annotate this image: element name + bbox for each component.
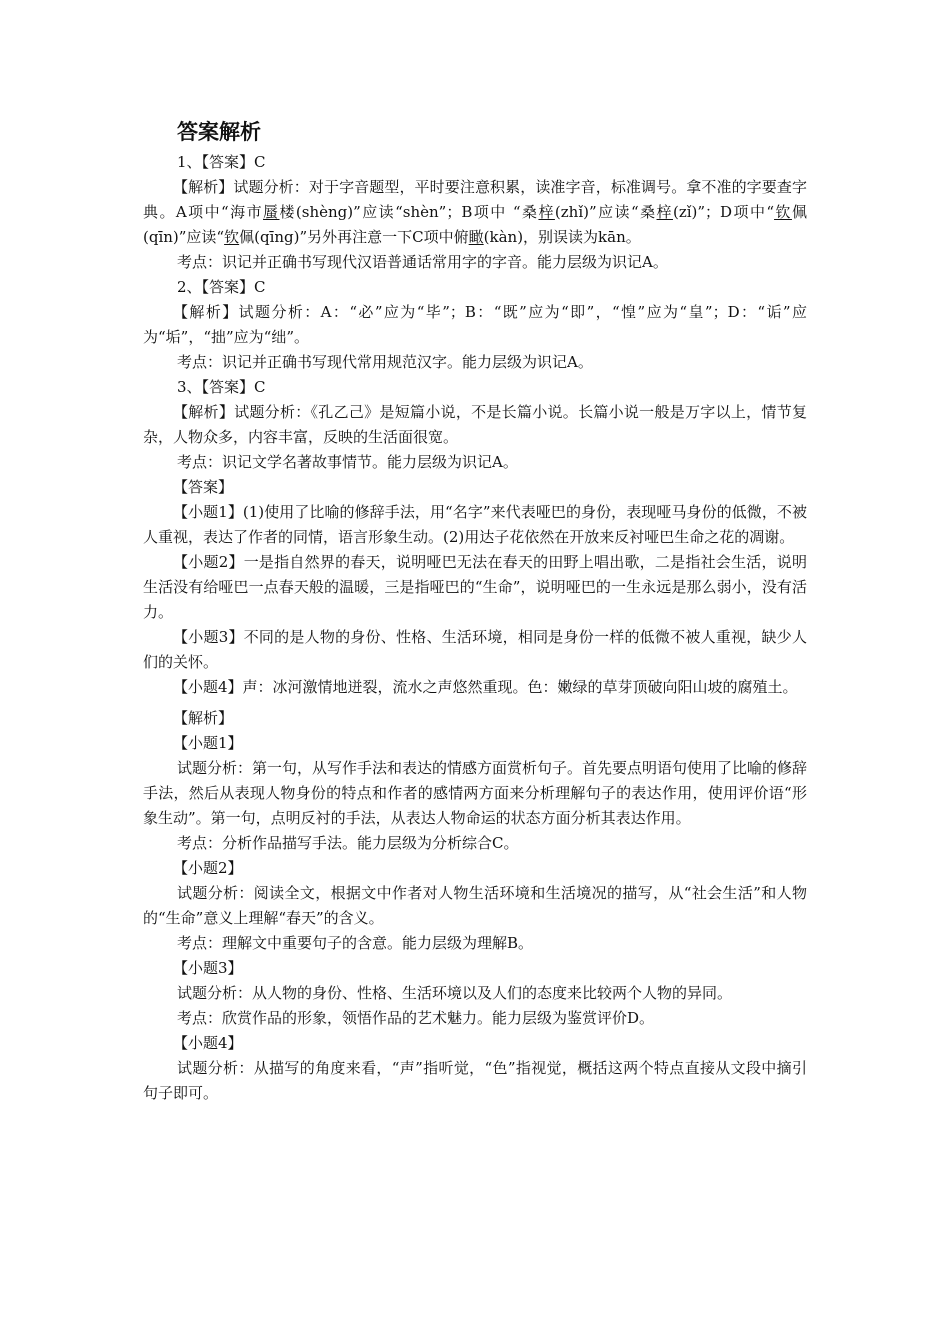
answer-subquestion-4: 【小题4】声：冰河激情地迸裂，流水之声悠然重现。色：嫩绿的草芽顶破向阳山坡的腐殖土。: [173, 678, 798, 696]
q1-kaodian: 考点：识记并正确书写现代汉语普通话常用字的字音。能力层级为识记A。: [177, 253, 668, 271]
underlined-char: 梓: [538, 203, 555, 221]
underlined-char: 钦: [774, 203, 792, 221]
analysis-subquestion-1: 试题分析：第一句，从写作手法和表达的情感方面赏析句子。首先要点明语句使用了比喻的修辞手法，然后从表现人物身份的特点和作者的感情两方面来分析理解句子的表达作用，使用评价语“形象生动”。第一句，点明反衬的手法，从表达人物命运的状态方面分析其表达作用。: [143, 759, 808, 827]
answer-subquestion-2: 【小题2】一是指自然界的春天，说明哑巴无法在春天的田野上唱出歌，二是指社会生活，说明生活没有给哑巴一点春天般的温暖，三是指哑巴的“生命”，说明哑巴的一生永远是那么弱小，没有活力。: [143, 553, 807, 621]
analysis-heading: 【解析】: [173, 709, 234, 727]
answer-subquestion-3: 【小题3】不同的是人物的身份、性格、生活环境，相同是身份一样的低微不被人重视，缺少人们的关怀。: [143, 628, 807, 671]
q1-analysis-label: 【解析】: [173, 178, 234, 196]
analysis-subquestion-1-heading: 【小题1】: [173, 734, 243, 752]
analysis-subquestion-2-heading: 【小题2】: [173, 859, 243, 877]
q3-kaodian: 考点：识记文学名著故事情节。能力层级为识记A。: [177, 453, 518, 471]
q3-answer: 3、【答案】C: [177, 378, 266, 396]
q2-analysis: 【解析】试题分析：A：“必”应为“毕”；B：“既”应为“即”，“惶”应为“皇”；D：“诟”应为“垢”，“拙”应为“绌”。: [143, 303, 807, 346]
underlined-char: 钦: [224, 228, 240, 246]
underlined-char: 梓: [656, 203, 673, 221]
q1-analysis: 【解析】试题分析：对于字音题型，平时要注意积累，读准字音，标准调号。拿不准的字要查字典。A项中“海市蜃楼(shèng)”应读“shèn”；B项中 “桑梓(zhǐ)”应读“桑梓(zǐ)”；D项中“钦佩(qīn)”应读“钦佩(qīng)”另外再注意一下C项中俯瞰(kàn)，别误读为kān。: [143, 178, 807, 246]
kaodian-subquestion-3: 考点：欣赏作品的形象，领悟作品的艺术魅力。能力层级为鉴赏评价D。: [177, 1009, 655, 1027]
analysis-subquestion-4: 试题分析：从描写的角度来看，“声”指听觉，“色”指视觉，概括这两个特点直接从文段中摘引句子即可。: [143, 1059, 807, 1102]
q3-analysis: 【解析】试题分析：《孔乙己》是短篇小说，不是长篇小说。长篇小说一般是万字以上，情节复杂，人物众多，内容丰富，反映的生活面很宽。: [143, 403, 807, 446]
kaodian-subquestion-1: 考点：分析作品描写手法。能力层级为分析综合C。: [177, 834, 519, 852]
page-title: 答案解析: [177, 120, 261, 144]
answer-subquestion-1: 【小题1】(1)使用了比喻的修辞手法，用“名字”来代表哑巴的身份，表现哑马身份的低微，不被人重视，表达了作者的同情，语言形象生动。(2)用达子花依然在开放来反衬哑巴生命之花的凋谢。: [143, 503, 807, 546]
kaodian-subquestion-2: 考点：理解文中重要句子的含意。能力层级为理解B。: [177, 934, 534, 952]
q2-kaodian: 考点：识记并正确书写现代常用规范汉字。能力层级为识记A。: [177, 353, 593, 371]
q2-answer: 2、【答案】C: [177, 278, 266, 296]
analysis-subquestion-3: 试题分析：从人物的身份、性格、生活环境以及人们的态度来比较两个人物的异同。: [177, 984, 733, 1002]
underlined-char: 瞰: [468, 228, 484, 246]
analysis-subquestion-4-heading: 【小题4】: [173, 1034, 243, 1052]
q1-answer: 1、【答案】C: [177, 153, 266, 171]
answers-heading: 【答案】: [173, 478, 234, 496]
analysis-subquestion-2: 试题分析：阅读全文，根据文中作者对人物生活环境和生活境况的描写，从“社会生活”和人物的“生命”意义上理解“春天”的含义。: [143, 884, 807, 927]
underlined-char: 蜃: [263, 203, 280, 221]
analysis-subquestion-3-heading: 【小题3】: [173, 959, 243, 977]
